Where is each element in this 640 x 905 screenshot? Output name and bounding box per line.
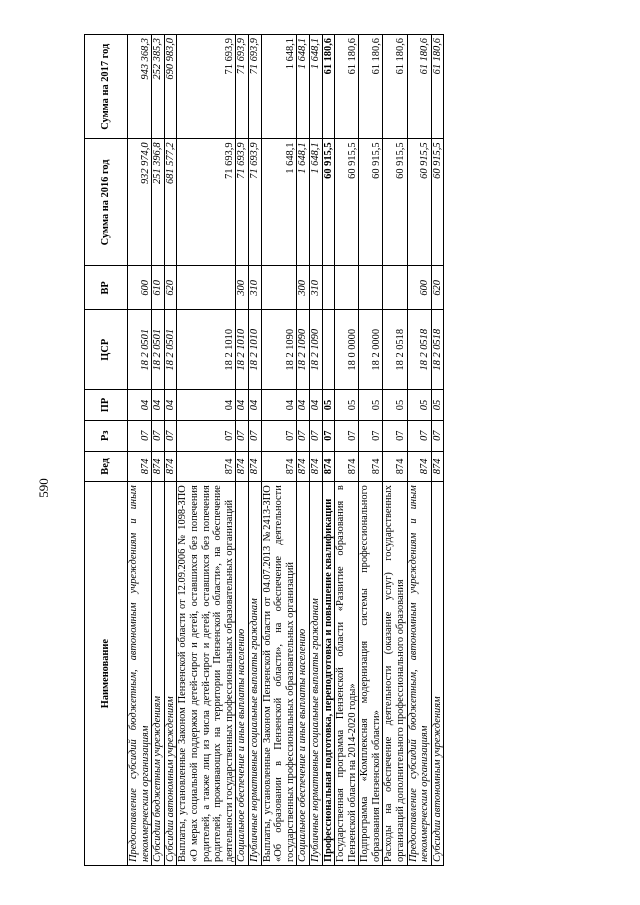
cell-pr: 05: [322, 390, 335, 421]
cell-ved: 874: [164, 451, 177, 482]
cell-ved: 874: [177, 451, 236, 482]
header-ved: Вед: [85, 451, 128, 482]
cell-csr: 18 2 1090: [261, 310, 297, 390]
cell-sum-2017: 61 180,6: [383, 35, 407, 139]
cell-pr: 04: [164, 390, 177, 421]
cell-sum-2017: 61 180,6: [407, 35, 431, 139]
cell-ved: 874: [297, 451, 310, 482]
cell-rz: 07: [322, 420, 335, 451]
cell-name: Предоставление субсидий бюджетным, автономным учреждениям и иным некоммерческим организациям: [407, 482, 431, 866]
cell-rz: 07: [261, 420, 297, 451]
page-number: 590: [36, 478, 51, 498]
cell-sum-2017: 1 648,1: [297, 35, 310, 139]
cell-vr: 310: [309, 266, 322, 310]
cell-name: Выплаты, установленные Законом Пензенской области от 12.09.2006 № 1098-ЗПО «О мерах социальной поддержки детей-сирот и детей, оставшихся без попечения родителей, а также лиц из числа детей-сирот и детей, оставшихся без попечения родителей, проживающих на территории Пензенской области», на обеспечение деятельности государственных профессиональных образовательных организаций: [177, 482, 236, 866]
cell-pr: 04: [128, 390, 152, 421]
cell-ved: 874: [407, 451, 431, 482]
cell-ved: 874: [335, 451, 359, 482]
table-row: [248, 35, 261, 866]
table-row: [236, 35, 249, 866]
cell-vr: 620: [164, 266, 177, 310]
header-rz: Рз: [85, 420, 128, 451]
cell-rz: 07: [152, 420, 165, 451]
cell-name: Расходы на обеспечение деятельности (оказание услуг) государственных организаций дополнительного профессионального образования: [383, 482, 407, 866]
cell-sum-2017: 61 180,6: [431, 35, 444, 139]
cell-csr: [322, 310, 335, 390]
cell-csr: 18 2 0501: [152, 310, 165, 390]
cell-ved: 874: [152, 451, 165, 482]
cell-rz: 07: [309, 420, 322, 451]
table-row: [431, 35, 444, 866]
cell-vr: 620: [431, 266, 444, 310]
cell-name: Социальное обеспечение и иные выплаты населению: [236, 482, 249, 866]
budget-table: [84, 34, 444, 866]
cell-ved: 874: [322, 451, 335, 482]
table-row: [407, 35, 431, 866]
cell-csr: 18 2 1010: [236, 310, 249, 390]
cell-pr: 04: [297, 390, 310, 421]
cell-rz: 07: [383, 420, 407, 451]
header-name: Наименование: [85, 482, 128, 866]
cell-rz: 07: [297, 420, 310, 451]
cell-vr: [261, 266, 297, 310]
cell-ved: 874: [261, 451, 297, 482]
cell-ved: 874: [309, 451, 322, 482]
header-vr: ВР: [85, 266, 128, 310]
cell-vr: [335, 266, 359, 310]
cell-vr: [383, 266, 407, 310]
header-pr: ПР: [85, 390, 128, 421]
table-row: [322, 35, 335, 866]
cell-csr: 18 2 0518: [383, 310, 407, 390]
header-csr: ЦСР: [85, 310, 128, 390]
cell-pr: 05: [359, 390, 383, 421]
cell-vr: 610: [152, 266, 165, 310]
cell-vr: [177, 266, 236, 310]
cell-pr: 05: [407, 390, 431, 421]
cell-pr: 04: [236, 390, 249, 421]
cell-rz: 07: [335, 420, 359, 451]
cell-name: Субсидии автономным учреждениям: [164, 482, 177, 866]
table-row: [309, 35, 322, 866]
cell-pr: 04: [309, 390, 322, 421]
cell-sum-2017: 1 648,1: [309, 35, 322, 139]
cell-ved: 874: [431, 451, 444, 482]
cell-pr: 04: [248, 390, 261, 421]
cell-name: Предоставление субсидий бюджетным, автономным учреждениям и иным некоммерческим организациям: [128, 482, 152, 866]
cell-name: Государственная программа Пензенской области «Развитие образования в Пензенской области на 2014-2020 годы»: [335, 482, 359, 866]
cell-rz: 07: [248, 420, 261, 451]
cell-sum-2016: 1 648,1: [261, 139, 297, 266]
cell-name: Публичные нормативные социальные выплаты гражданам: [248, 482, 261, 866]
cell-sum-2017: 71 693,9: [236, 35, 249, 139]
cell-name: Субсидии бюджетным учреждениям: [152, 482, 165, 866]
cell-name: Профессиональная подготовка, переподготовка и повышение квалификации: [322, 482, 335, 866]
cell-rz: 07: [177, 420, 236, 451]
table-row: [128, 35, 152, 866]
cell-pr: 04: [261, 390, 297, 421]
table-row: [335, 35, 359, 866]
cell-rz: 07: [407, 420, 431, 451]
budget-table-container: [84, 34, 584, 866]
cell-sum-2017: 690 983,0: [164, 35, 177, 139]
cell-ved: 874: [128, 451, 152, 482]
cell-vr: 300: [297, 266, 310, 310]
cell-sum-2017: 61 180,6: [322, 35, 335, 139]
cell-ved: 874: [359, 451, 383, 482]
cell-sum-2016: 1 648,1: [297, 139, 310, 266]
cell-ved: 874: [383, 451, 407, 482]
cell-pr: 04: [152, 390, 165, 421]
cell-csr: 18 2 0518: [407, 310, 431, 390]
cell-rz: 07: [431, 420, 444, 451]
cell-sum-2016: 60 915,5: [407, 139, 431, 266]
cell-vr: [322, 266, 335, 310]
cell-sum-2017: 71 693,9: [177, 35, 236, 139]
cell-pr: 05: [431, 390, 444, 421]
cell-sum-2016: 681 577,2: [164, 139, 177, 266]
cell-csr: 18 0 0000: [335, 310, 359, 390]
cell-name: Субсидии автономным учреждениям: [431, 482, 444, 866]
cell-ved: 874: [248, 451, 261, 482]
cell-csr: 18 2 1010: [177, 310, 236, 390]
cell-vr: [359, 266, 383, 310]
cell-name: Публичные нормативные социальные выплаты гражданам: [309, 482, 322, 866]
table-row: [297, 35, 310, 866]
table-row: [261, 35, 297, 866]
cell-pr: 05: [383, 390, 407, 421]
cell-csr: 18 2 0000: [359, 310, 383, 390]
cell-sum-2017: 943 368,3: [128, 35, 152, 139]
cell-rz: 07: [128, 420, 152, 451]
cell-sum-2017: 71 693,9: [248, 35, 261, 139]
cell-ved: 874: [236, 451, 249, 482]
cell-sum-2016: 71 693,9: [248, 139, 261, 266]
cell-csr: 18 2 0501: [128, 310, 152, 390]
cell-name: Выплаты, установленные Законом Пензенской области от 04.07.2013 №2413-ЗПО «Об образовании в Пензенской области», на обеспечение деятельности государственных профессиональных образовательных организаций: [261, 482, 297, 866]
table-row: [359, 35, 383, 866]
cell-sum-2016: 60 915,5: [322, 139, 335, 266]
header-sum-2017: Сумма на 2017 год: [85, 35, 128, 139]
table-row: [164, 35, 177, 866]
cell-pr: 05: [335, 390, 359, 421]
cell-csr: 18 2 1090: [297, 310, 310, 390]
cell-sum-2016: 60 915,5: [431, 139, 444, 266]
cell-csr: 18 2 1010: [248, 310, 261, 390]
cell-sum-2016: 60 915,5: [359, 139, 383, 266]
cell-vr: 300: [236, 266, 249, 310]
cell-name: Социальное обеспечение и иные выплаты населению: [297, 482, 310, 866]
cell-csr: 18 2 1090: [309, 310, 322, 390]
cell-sum-2016: 932 974,0: [128, 139, 152, 266]
cell-sum-2016: 60 915,5: [383, 139, 407, 266]
cell-sum-2016: 1 648,1: [309, 139, 322, 266]
cell-rz: 07: [359, 420, 383, 451]
cell-sum-2017: 1 648,1: [261, 35, 297, 139]
cell-csr: 18 2 0518: [431, 310, 444, 390]
table-row: [177, 35, 236, 866]
cell-rz: 07: [236, 420, 249, 451]
cell-csr: 18 2 0501: [164, 310, 177, 390]
cell-vr: 310: [248, 266, 261, 310]
header-sum-2016: Сумма на 2016 год: [85, 139, 128, 266]
cell-sum-2017: 61 180,6: [359, 35, 383, 139]
cell-vr: 600: [407, 266, 431, 310]
cell-sum-2017: 252 385,3: [152, 35, 165, 139]
table-row: [383, 35, 407, 866]
cell-sum-2016: 60 915,5: [335, 139, 359, 266]
cell-name: Подпрограмма «Комплексная модернизация системы профессионального образования Пензенской области»: [359, 482, 383, 866]
cell-sum-2017: 61 180,6: [335, 35, 359, 139]
cell-sum-2016: 251 396,8: [152, 139, 165, 266]
cell-sum-2016: 71 693,9: [177, 139, 236, 266]
cell-sum-2016: 71 693,9: [236, 139, 249, 266]
cell-pr: 04: [177, 390, 236, 421]
cell-rz: 07: [164, 420, 177, 451]
table-row: [152, 35, 165, 866]
cell-vr: 600: [128, 266, 152, 310]
table-header-row: [85, 35, 128, 866]
table-body: [128, 35, 444, 866]
